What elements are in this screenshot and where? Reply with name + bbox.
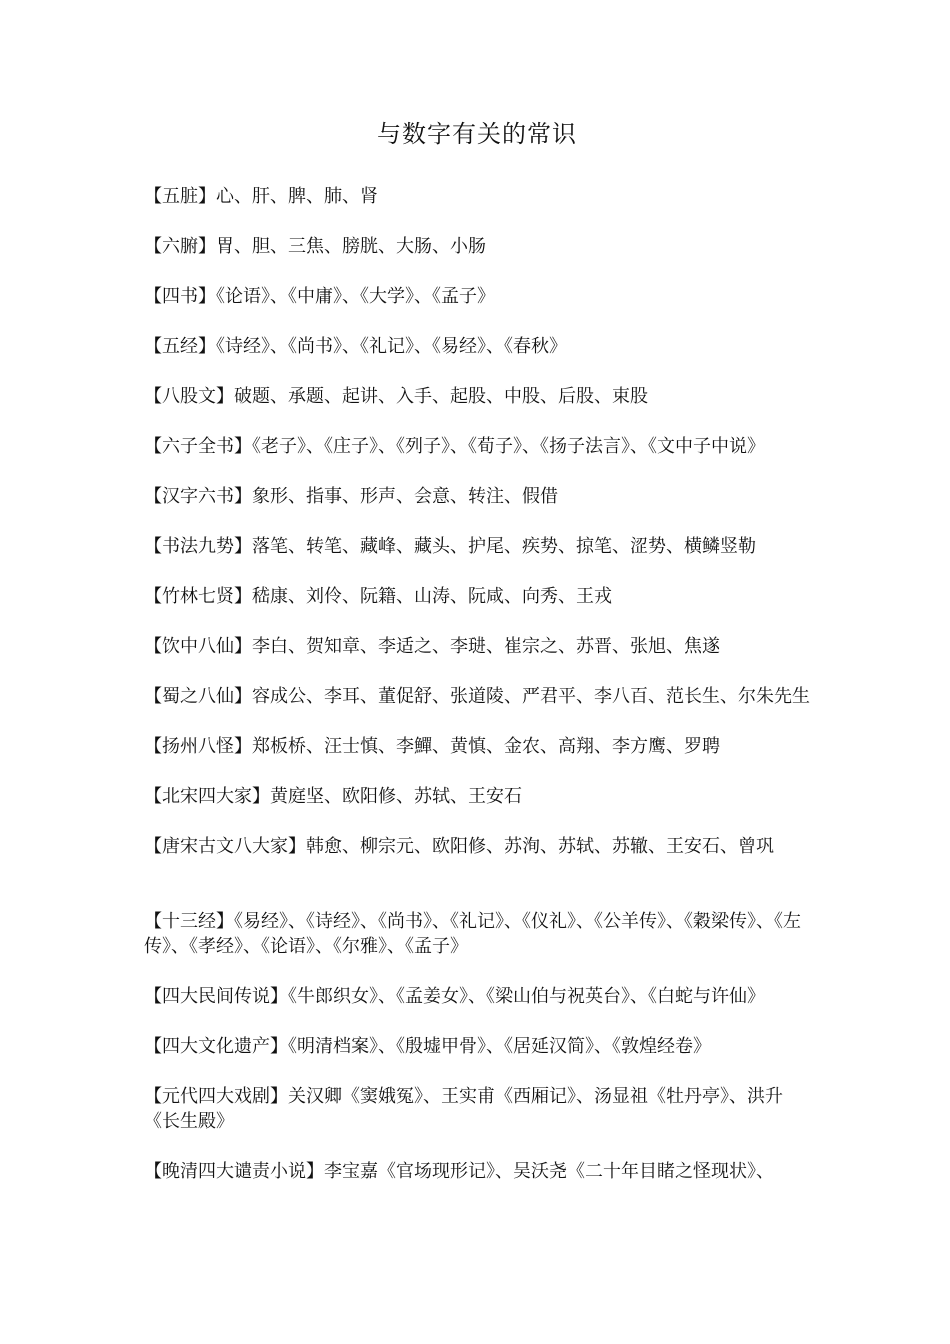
list-item xyxy=(144,834,810,859)
entry-content: 《易经》、《诗经》、《尚书》、《礼记》、《仪礼》、《公羊传》、《穀梁传》、《左传》、《孝经》、《论语》、《尔雅》、《孟子》 xyxy=(144,911,801,957)
entry-term: 【六子全书】 xyxy=(144,436,252,457)
entry-term: 【八股文】 xyxy=(144,386,234,407)
entry-content: 胃、胆、三焦、膀胱、大肠、小肠 xyxy=(216,236,486,257)
entry-content: 李宝嘉《官场现形记》、吴沃尧《二十年目睹之怪现状》、 xyxy=(324,1161,774,1182)
entry-content: 李白、贺知章、李适之、李琎、崔宗之、苏晋、张旭、焦遂 xyxy=(252,636,720,657)
entry-content: 《明清档案》、《殷墟甲骨》、《居延汉简》、《敦煌经卷》 xyxy=(288,1036,711,1057)
list-item xyxy=(144,384,810,409)
entry-term: 【唐宋古文八大家】 xyxy=(144,836,306,857)
entry-content: 关汉卿《窦娥冤》、王实甫《西厢记》、汤显祖《牡丹亭》、洪升《长生殿》 xyxy=(144,1086,783,1132)
entry-term: 【十三经】 xyxy=(144,911,234,932)
list-item xyxy=(144,984,810,1009)
list-item xyxy=(144,234,810,259)
list-item xyxy=(144,534,810,559)
entry-content: 破题、承题、起讲、入手、起股、中股、后股、束股 xyxy=(234,386,648,407)
list-item xyxy=(144,1084,810,1134)
entry-term: 【四大民间传说】 xyxy=(144,986,288,1007)
entry-content: 郑板桥、汪士慎、李鱓、黄慎、金农、高翔、李方鹰、罗聘 xyxy=(252,736,720,757)
entry-content: 《老子》、《庄子》、《列子》、《荀子》、《扬子法言》、《文中子中说》 xyxy=(252,436,765,457)
list-item xyxy=(144,484,810,509)
list-item xyxy=(144,284,810,309)
entry-content: 《牛郎织女》、《孟姜女》、《梁山伯与祝英台》、《白蛇与许仙》 xyxy=(288,986,765,1007)
entry-term: 【晚清四大谴责小说】 xyxy=(144,1161,324,1182)
entry-term: 【扬州八怪】 xyxy=(144,736,252,757)
list-item xyxy=(144,434,810,459)
list-item xyxy=(144,184,810,209)
entry-term: 【五经】 xyxy=(144,336,216,357)
entry-content: 心、肝、脾、肺、肾 xyxy=(216,186,378,207)
entry-content: 《论语》、《中庸》、《大学》、《孟子》 xyxy=(216,286,495,307)
entry-term: 【六腑】 xyxy=(144,236,216,257)
page-title: 与数字有关的常识 xyxy=(377,120,577,148)
entry-content: 《诗经》、《尚书》、《礼记》、《易经》、《春秋》 xyxy=(216,336,567,357)
list-item xyxy=(144,734,810,759)
entry-term: 【竹林七贤】 xyxy=(144,586,252,607)
entry-content: 嵇康、刘伶、阮籍、山涛、阮咸、向秀、王戎 xyxy=(252,586,612,607)
list-item xyxy=(144,1034,810,1059)
entry-content: 黄庭坚、欧阳修、苏轼、王安石 xyxy=(270,786,522,807)
list-item xyxy=(144,584,810,609)
entry-term: 【四书】 xyxy=(144,286,216,307)
entry-term: 【四大文化遗产】 xyxy=(144,1036,288,1057)
entry-term: 【饮中八仙】 xyxy=(144,636,252,657)
entry-content: 落笔、转笔、藏峰、藏头、护尾、疾势、掠笔、涩势、横鳞竖勒 xyxy=(252,536,756,557)
entry-term: 【书法九势】 xyxy=(144,536,252,557)
list-item xyxy=(144,684,810,709)
list-item xyxy=(144,334,810,359)
list-item xyxy=(144,909,810,959)
entry-term: 【北宋四大家】 xyxy=(144,786,270,807)
list-item xyxy=(144,634,810,659)
entry-content: 容成公、李耳、董促舒、张道陵、严君平、李八百、范长生、尔朱先生 xyxy=(252,686,810,707)
entry-content: 韩愈、柳宗元、欧阳修、苏洵、苏轼、苏辙、王安石、曾巩 xyxy=(306,836,774,857)
list-item xyxy=(144,1159,810,1184)
entry-term: 【蜀之八仙】 xyxy=(144,686,252,707)
list-item xyxy=(144,784,810,809)
entry-list xyxy=(144,184,810,1184)
entry-term: 【汉字六书】 xyxy=(144,486,252,507)
entry-term: 【元代四大戏剧】 xyxy=(144,1086,288,1107)
entry-content: 象形、指事、形声、会意、转注、假借 xyxy=(252,486,558,507)
entry-term: 【五脏】 xyxy=(144,186,216,207)
